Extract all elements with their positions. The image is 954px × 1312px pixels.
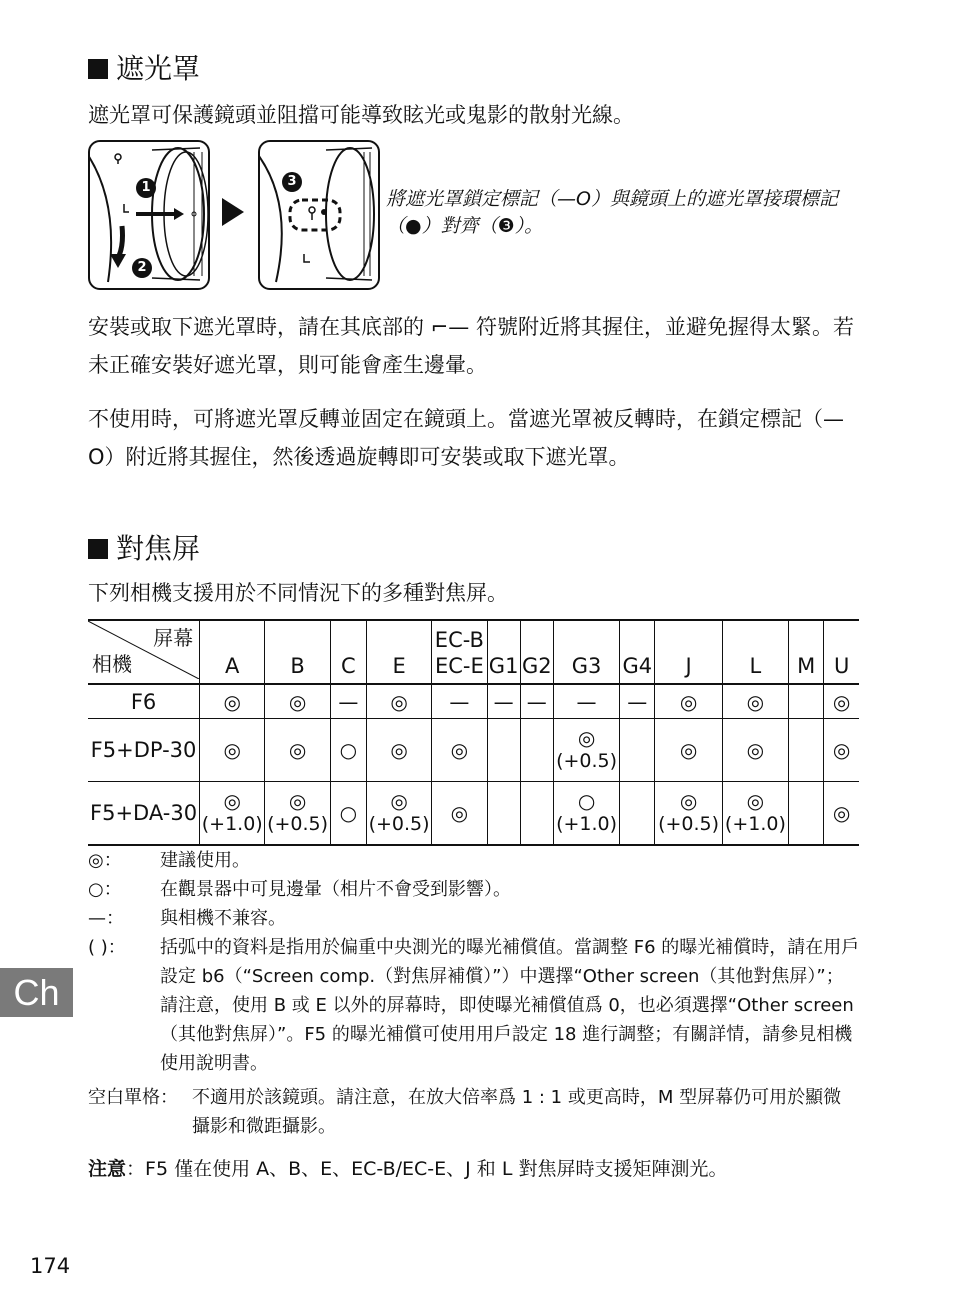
- compatibility-mark: ◎: [746, 789, 765, 813]
- blank-cell-text: 不適用於該鏡頭。請注意，在放大倍率爲 1 : 1 或更高時，M 型屏幕仍可用於顯微攝影和微距攝影。: [192, 1087, 842, 1137]
- lens-hood-figure-2: [258, 140, 380, 290]
- legend-symbol: ◎：: [88, 850, 122, 871]
- compatibility-mark: —: [338, 689, 359, 714]
- compatibility-cell: [620, 782, 655, 846]
- camera-name: F6: [88, 684, 200, 719]
- chapter-tab: Ch: [0, 968, 73, 1017]
- lens-hood-figure-1: [88, 140, 210, 290]
- compatibility-cell: [553, 684, 619, 719]
- step-3-badge: 3: [282, 172, 302, 192]
- column-header: G3: [553, 620, 619, 684]
- compatibility-mark: —: [526, 689, 547, 714]
- compatibility-cell: [520, 782, 553, 846]
- compatibility-cell: [722, 684, 788, 719]
- column-header: U: [824, 620, 859, 684]
- compatibility-cell: [432, 684, 487, 719]
- compatibility-cell: [487, 719, 520, 782]
- compatibility-cell: [366, 782, 431, 846]
- focusing-screen-table: [88, 619, 859, 846]
- camera-name: F5+DA-30: [88, 782, 200, 846]
- compatibility-cell: [824, 684, 859, 719]
- step-1-badge: 1: [136, 178, 156, 198]
- compatibility-cell: [553, 719, 619, 782]
- compatibility-cell: [265, 684, 330, 719]
- compatibility-mark: ○: [339, 801, 358, 825]
- compatibility-cell: [722, 719, 788, 782]
- compatibility-mark: ◎: [390, 789, 408, 813]
- compatibility-mark: ◎: [450, 801, 469, 825]
- legend-text: 建議使用。: [160, 850, 250, 871]
- compatibility-mark: —: [576, 689, 597, 714]
- compatibility-cell: [620, 684, 655, 719]
- column-header: M: [789, 620, 824, 684]
- compatibility-cell: [265, 782, 330, 846]
- compatibility-mark: ◎: [288, 689, 307, 714]
- compatibility-mark: ◎: [577, 726, 596, 750]
- compatibility-cell: [366, 684, 431, 719]
- compatibility-mark: ◎: [679, 789, 698, 813]
- compatibility-cell: [620, 719, 655, 782]
- legend-text: 括弧中的資料是指用於偏重中央測光的曝光補償值。當調整 F6 的曝光補償時，請在用戶設定 b6（“Screen comp.（對焦屏補償）”）中選擇“Other screen（其他對焦屏）”；請注意，使用 B 或 E 以外的屏幕時，即使曝光補償值爲 0，也必須選擇“Other screen（其他對焦屏）”。F5 的曝光補償可使用用戶設定 18 進行調整；有關詳情，請參見相機使用說明書。: [160, 937, 860, 1074]
- compatibility-mark: ◎: [679, 689, 698, 714]
- exposure-compensation-value: (+1.0): [556, 813, 618, 835]
- legend-symbol: —：: [88, 908, 124, 929]
- compatibility-cell: [487, 782, 520, 846]
- focusing-screens-intro: 下列相機支援用於不同情況下的多種對焦屏。: [88, 581, 508, 605]
- note-label: 注意: [88, 1158, 127, 1180]
- compatibility-mark: ○: [577, 789, 596, 813]
- compatibility-mark: ◎: [223, 789, 241, 813]
- compatibility-cell: [824, 782, 859, 846]
- compatibility-mark: ◎: [679, 738, 698, 762]
- compatibility-mark: ○: [339, 738, 358, 762]
- corner-label-camera: 相機: [92, 652, 132, 676]
- table-corner-cell: [88, 620, 200, 684]
- page-number: 174: [30, 1254, 71, 1278]
- column-header: J: [655, 620, 722, 684]
- compatibility-cell: [330, 782, 366, 846]
- column-header: A: [200, 620, 265, 684]
- compatibility-mark: ◎: [832, 738, 851, 762]
- note-text: ：F5 僅在使用 A、B、E、EC-B/EC-E、J 和 L 對焦屏時支援矩陣測光。: [126, 1158, 728, 1180]
- table-row: [88, 719, 859, 782]
- blank-cell-label: 空白單格：: [88, 1087, 178, 1108]
- column-header: E: [366, 620, 431, 684]
- legend-text: 在觀景器中可見邊暈（相片不會受到影響）。: [160, 879, 511, 900]
- legend-symbol: ○：: [88, 879, 122, 900]
- compatibility-cell: [432, 782, 487, 846]
- compatibility-cell: [824, 719, 859, 782]
- compatibility-mark: ◎: [832, 689, 851, 714]
- legend-symbol: ( )：: [88, 937, 126, 958]
- compatibility-cell: [200, 684, 265, 719]
- figure-caption: 將遮光罩鎖定標記（—O）與鏡頭上的遮光罩接環標記（●）對齊（❸）。: [386, 188, 838, 237]
- exposure-compensation-value: (+1.0): [724, 813, 786, 835]
- column-header: G4: [620, 620, 655, 684]
- compatibility-cell: [655, 782, 722, 846]
- compatibility-mark: ◎: [223, 689, 241, 714]
- compatibility-cell: [265, 719, 330, 782]
- compatibility-cell: [789, 719, 824, 782]
- compatibility-mark: ◎: [390, 689, 408, 714]
- exposure-compensation-value: (+0.5): [267, 813, 329, 835]
- compatibility-mark: —: [493, 689, 514, 714]
- exposure-compensation-value: (+0.5): [556, 750, 618, 772]
- exposure-compensation-value: (+0.5): [658, 813, 720, 835]
- column-header: G1: [487, 620, 520, 684]
- section-heading-focusing-screens: 對焦屏: [88, 532, 200, 566]
- table-row: [88, 782, 859, 846]
- table-legend: [88, 846, 868, 1086]
- section-heading-lens-hood: 遮光罩: [88, 52, 200, 86]
- compatibility-cell: [722, 782, 788, 846]
- column-header: L: [722, 620, 788, 684]
- compatibility-cell: [520, 684, 553, 719]
- compatibility-cell: [432, 719, 487, 782]
- square-bullet-icon: [88, 539, 108, 559]
- compatibility-cell: [330, 719, 366, 782]
- compatibility-mark: ◎: [746, 689, 765, 714]
- exposure-compensation-value: (+1.0): [201, 813, 263, 835]
- compatibility-mark: ◎: [390, 738, 408, 762]
- compatibility-mark: ◎: [832, 801, 851, 825]
- compatibility-cell: [655, 719, 722, 782]
- compatibility-mark: —: [627, 689, 648, 714]
- compatibility-mark: ◎: [288, 789, 307, 813]
- lens-hood-paragraph-1: 安裝或取下遮光罩時，請在其底部的 ⌐— 符號附近將其握住，並避免握得太緊。若未正確安裝好遮光罩，則可能會產生邊暈。: [88, 315, 854, 377]
- column-header: B: [265, 620, 330, 684]
- compatibility-cell: [330, 684, 366, 719]
- compatibility-mark: —: [449, 689, 470, 714]
- column-header: C: [330, 620, 366, 684]
- compatibility-cell: [487, 684, 520, 719]
- note: [88, 1155, 727, 1183]
- compatibility-cell: [520, 719, 553, 782]
- lens-hood-alignment-illustration: [260, 142, 378, 288]
- table-header-row: [88, 620, 859, 684]
- compatibility-cell: [200, 782, 265, 846]
- compatibility-mark: ◎: [450, 738, 469, 762]
- exposure-compensation-value: (+0.5): [368, 813, 430, 835]
- table-row: [88, 684, 859, 719]
- compatibility-cell: [655, 684, 722, 719]
- compatibility-cell: [553, 782, 619, 846]
- compatibility-mark: ◎: [223, 738, 241, 762]
- compatibility-mark: ◎: [288, 738, 307, 762]
- lens-hood-intro: 遮光罩可保護鏡頭並阻擋可能導致眩光或鬼影的散射光線。: [88, 103, 634, 127]
- compatibility-mark: ◎: [746, 738, 765, 762]
- compatibility-cell: [366, 719, 431, 782]
- compatibility-cell: [200, 719, 265, 782]
- camera-name: F5+DP-30: [88, 719, 200, 782]
- corner-label-screen: 屏幕: [153, 626, 194, 650]
- legend-text: 與相機不兼容。: [160, 908, 286, 929]
- column-header: G2: [520, 620, 553, 684]
- lens-hood-paragraph-2: 不使用時，可將遮光罩反轉並固定在鏡頭上。當遮光罩被反轉時，在鎖定標記（—O）附近將其握住，然後透過旋轉即可安裝或取下遮光罩。: [88, 407, 844, 469]
- square-bullet-icon: [88, 59, 108, 79]
- compatibility-cell: [789, 684, 824, 719]
- next-step-arrow-icon: [222, 198, 244, 226]
- compatibility-cell: [789, 782, 824, 846]
- step-2-badge: 2: [132, 258, 152, 278]
- column-header: EC-B EC-E: [432, 620, 487, 684]
